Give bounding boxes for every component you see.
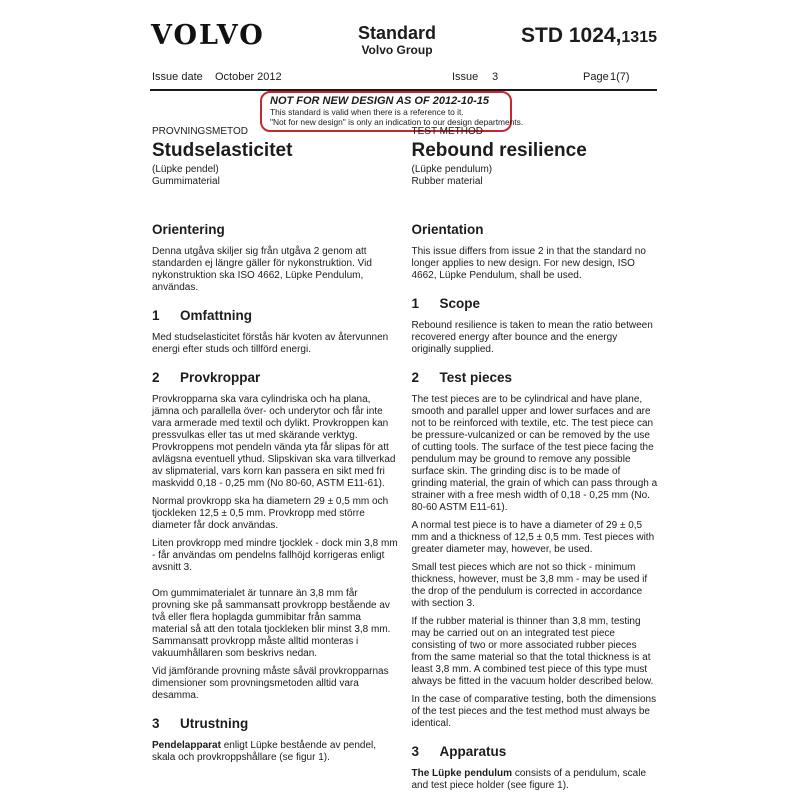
subtitle-pendulum-swedish: (Lüpke pendel)	[152, 164, 219, 175]
section-number: 2	[411, 370, 420, 385]
paragraph-lead: Pendelapparat	[152, 740, 221, 751]
subtitle-material-english: Rubber material	[411, 176, 483, 187]
doc-number-main: STD 1024,	[521, 24, 622, 47]
heading-apparatus	[412, 744, 659, 760]
section-title: Apparatus	[439, 744, 507, 759]
subtitle-material-swedish: Gummimaterial	[152, 176, 220, 187]
heading-utrustning	[152, 716, 399, 732]
section-title: Test pieces	[439, 370, 513, 385]
org-label: Volvo Group	[361, 43, 433, 57]
paragraph-provkroppar-5: Vid jämförande provning måste såväl provkropparnas dimensioner som provningsmetoden alltid vara desamma.	[152, 666, 389, 701]
paragraph-provkroppar-2: Normal provkropp ska ha diametern 29 ± 0,5 mm och tjockleken 12,5 ± 0,5 mm. Provkropp med större diameter får dock användas.	[152, 496, 389, 531]
paragraph-rest: enligt Lüpke bestående av pendel, skala och provkroppshållare (se figur 1).	[152, 740, 377, 763]
issue-value: 3	[492, 71, 499, 83]
paragraph-test-pieces-3: Small test pieces which are not so thick - minimum thickness, however, must be 3,8 mm - may be used if the drop of the pendulum is corrected in accordance with section 3.	[411, 562, 648, 609]
section-number: 1	[411, 296, 420, 311]
heading-scope	[412, 296, 659, 312]
section-title: Provkroppar	[180, 370, 261, 385]
paragraph-omfattning: Med studselasticitet förstås här kvoten av återvunnen energi efter studs och tillförd energi.	[152, 332, 389, 355]
paragraph-test-pieces-1: The test pieces are to be cylindrical and have plane, smooth and parallel upper and lower surfaces and are not to be reinforced with textile, etc. The test piece can be pressure-vulcanized or can be removed by the use of cutting tools. The surface of the test piece facing the pendulum may be ground to remove any possible surface skin. The grinding disc is to be made of grinding material, the grain of which can pass through a strainer with a free mesh width of 0,18 - 0,25 mm (No. 80-60 ASTM E11-61).	[411, 394, 658, 513]
notice-line-1: This standard is valid when there is a reference to it.	[270, 107, 464, 117]
paragraph-rest: consists of a pendulum, scale and test piece holder (see figure 1).	[411, 768, 647, 791]
kicker-swedish: PROVNINGSMETOD	[152, 126, 248, 137]
issue-label: Issue	[452, 71, 479, 83]
paragraph-test-pieces-5: In the case of comparative testing, both the dimensions of the test pieces and the test method must always be identical.	[411, 694, 657, 729]
doc-number	[521, 24, 657, 48]
header-center	[297, 24, 497, 57]
paragraph-test-pieces-4: If the rubber material is thinner than 3,8 mm, testing may be carried out on an integrated test piece consisting of two or more associated rubber pieces from the same material so that the total thickness is at least 3,8 mm. A combined test piece of this type must always be fitted in the vacuum holder described below.	[411, 616, 654, 687]
volvo-logo: VOLVO	[151, 20, 265, 51]
issue-date-value: October 2012	[215, 71, 282, 83]
page-value: 1(7)	[610, 71, 630, 83]
paragraph-lead: The Lüpke pendulum	[411, 768, 513, 779]
heading-provkroppar	[152, 370, 399, 386]
section-title: Utrustning	[180, 716, 249, 731]
section-number: 3	[152, 716, 160, 731]
section-number: 1	[152, 308, 160, 323]
paragraph-scope: Rebound resilience is taken to mean the ratio between recovered energy after bounce and the energy originally supplied.	[411, 320, 653, 355]
section-number: 2	[152, 370, 160, 385]
doc-type-label: Standard	[357, 23, 436, 43]
kicker-english: TEST METHOD	[411, 126, 483, 137]
paragraph-provkroppar-1: Provkropparna ska vara cylindriska och ha plana, jämna och parallella över- och underytor och får inte vara armerade med textil och dylikt. Provkroppen kan pressvulkas eller tas ut med skärande verktyg. Provkroppens mot pendeln vända yta får slipas för att avlägsna eventuell ythud. Slipskivan ska vara tillverkad av slipmaterial, vars korn kan passera en sikt med fri maskvidd 0,18 - 0,25 mm (No 80-60, ASTM E11-61).	[152, 394, 396, 489]
title-swedish: Studselasticitet	[152, 140, 293, 161]
page-label: Page	[583, 71, 609, 83]
heading-orientering: Orientering	[152, 222, 225, 237]
paragraph-apparatus	[412, 768, 659, 792]
meta-row	[152, 71, 658, 85]
subtitle-pendulum-english: (Lüpke pendulum)	[411, 164, 493, 175]
paragraph-provkroppar-4: Om gummimaterialet är tunnare än 3,8 mm får provning ske på sammansatt provkropp bestående av två eller flera hoplagda gummibitar från samma material så att den totala tjockleken blir minst 3,8 mm. Sammansatt provkropp måste alltid monteras i vakuumhållaren som beskrivs nedan.	[152, 588, 391, 659]
paragraph-test-pieces-2: A normal test piece is to have a diameter of 29 ± 0,5 mm and a thickness of 12,5 ± 0,5 mm. Test pieces with greater diameter may, however, be used.	[411, 520, 655, 555]
section-number: 3	[411, 744, 420, 759]
notice-line-2: "Not for new design" is only an indication to our design departments.	[270, 116, 524, 127]
paragraph-utrustning	[152, 740, 399, 764]
heading-orientation: Orientation	[411, 222, 484, 237]
column-english	[412, 126, 659, 798]
paragraph-provkroppar-3: Liten provkropp med mindre tjocklek - dock min 3,8 mm - får användas om pendelns fallhöjd korrigeras enligt avsnitt 3.	[152, 538, 398, 573]
issue-date-label: Issue date	[152, 71, 203, 83]
title-english: Rebound resilience	[411, 140, 587, 161]
notice-title: NOT FOR NEW DESIGN AS OF 2012-10-15	[270, 95, 490, 107]
paragraph-orientering: Denna utgåva skiljer sig från utgåva 2 genom att standarden ej längre gäller för nykonstruktion. Vid nykonstruktion ska ISO 4662, Lüpke Pendulum, användas.	[152, 246, 372, 293]
section-title: Omfattning	[180, 308, 252, 323]
column-swedish	[152, 126, 399, 798]
paragraph-orientation: This issue differs from issue 2 in that the standard no longer applies to new design. For new design, ISO 4662, Lüpke Pendulum, shall be used.	[411, 246, 646, 281]
section-title: Scope	[439, 296, 481, 311]
doc-number-suffix: 1315	[621, 29, 657, 46]
document-body	[152, 126, 658, 798]
heading-omfattning	[152, 308, 399, 324]
heading-test-pieces	[412, 370, 659, 386]
